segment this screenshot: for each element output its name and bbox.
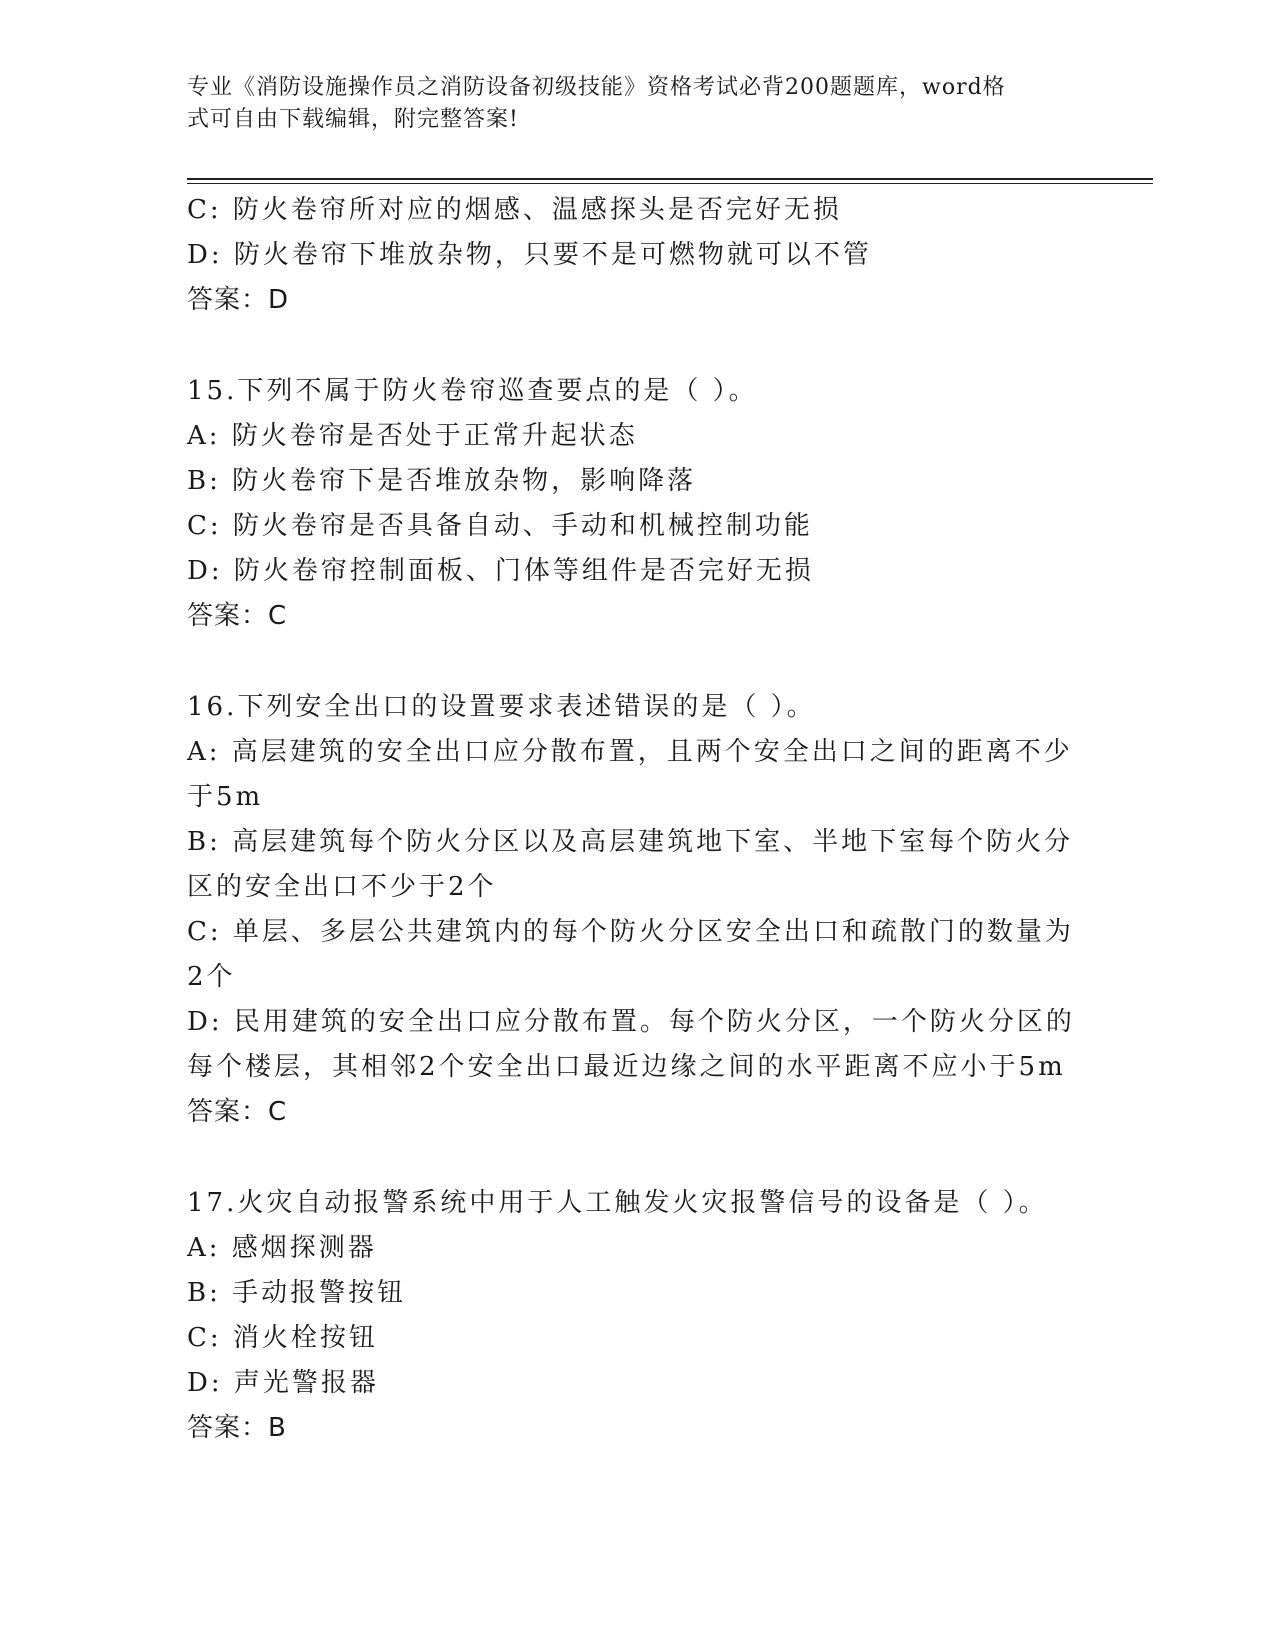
spacer: [187, 1135, 1087, 1181]
question-15: [187, 369, 1087, 639]
spacer: [187, 323, 1087, 369]
option-a: A: 感烟探测器: [187, 1233, 377, 1263]
answer-line: 答案：B: [187, 1413, 287, 1443]
option-b-continued: 区的安全出口不少于2个: [187, 872, 497, 902]
carryover-block: [187, 188, 1087, 323]
question-stem: 17.火灾自动报警系统中用于人工触发火灾报警信号的设备是（ ）。: [187, 1188, 1048, 1218]
question-16: [187, 685, 1087, 1135]
option-d: D: 民用建筑的安全出口应分散布置。每个防火分区，一个防火分区的: [187, 1007, 1075, 1037]
spacer: [187, 639, 1087, 685]
answer-line: 答案：D: [187, 285, 290, 315]
option-b: B: 手动报警按钮: [187, 1278, 407, 1308]
answer-line: 答案：C: [187, 1097, 288, 1127]
header-divider-thin: [187, 183, 1153, 184]
question-stem: 16.下列安全出口的设置要求表述错误的是（ ）。: [187, 692, 816, 722]
question-17: [187, 1181, 1087, 1451]
question-content: [187, 188, 1087, 1451]
option-c: C: 单层、多层公共建筑内的每个防火分区安全出口和疏散门的数量为: [187, 917, 1074, 947]
option-d: D: 防火卷帘控制面板、门体等组件是否完好无损: [187, 556, 814, 586]
option-a-continued: 于5m: [187, 782, 264, 812]
option-c-continued: 2个: [187, 962, 236, 992]
header-line-2: 式可自由下载编辑，附完整答案!: [187, 107, 519, 132]
question-stem: 15.下列不属于防火卷帘巡查要点的是（ ）。: [187, 376, 758, 406]
option-a: A: 防火卷帘是否处于正常升起状态: [187, 421, 638, 451]
document-header: [187, 72, 1077, 136]
option-b: B: 防火卷帘下是否堆放杂物，影响降落: [187, 466, 697, 496]
option-a: A: 高层建筑的安全出口应分散布置，且两个安全出口之间的距离不少: [187, 737, 1073, 767]
option-c: C: 防火卷帘所对应的烟感、温感探头是否完好无损: [187, 195, 842, 225]
option-d-continued: 每个楼层，其相邻2个安全出口最近边缘之间的水平距离不应小于5m: [187, 1052, 1066, 1082]
option-c: C: 防火卷帘是否具备自动、手动和机械控制功能: [187, 511, 813, 541]
option-c: C: 消火栓按钮: [187, 1323, 378, 1353]
header-divider-thick: [187, 178, 1153, 180]
option-b: B: 高层建筑每个防火分区以及高层建筑地下室、半地下室每个防火分: [187, 827, 1074, 857]
header-line-1: 专业《消防设施操作员之消防设备初级技能》资格考试必背200题题库，word格: [187, 75, 1006, 100]
option-d: D: 声光警报器: [187, 1368, 379, 1398]
answer-line: 答案：C: [187, 601, 288, 631]
option-d: D: 防火卷帘下堆放杂物，只要不是可燃物就可以不管: [187, 240, 872, 270]
